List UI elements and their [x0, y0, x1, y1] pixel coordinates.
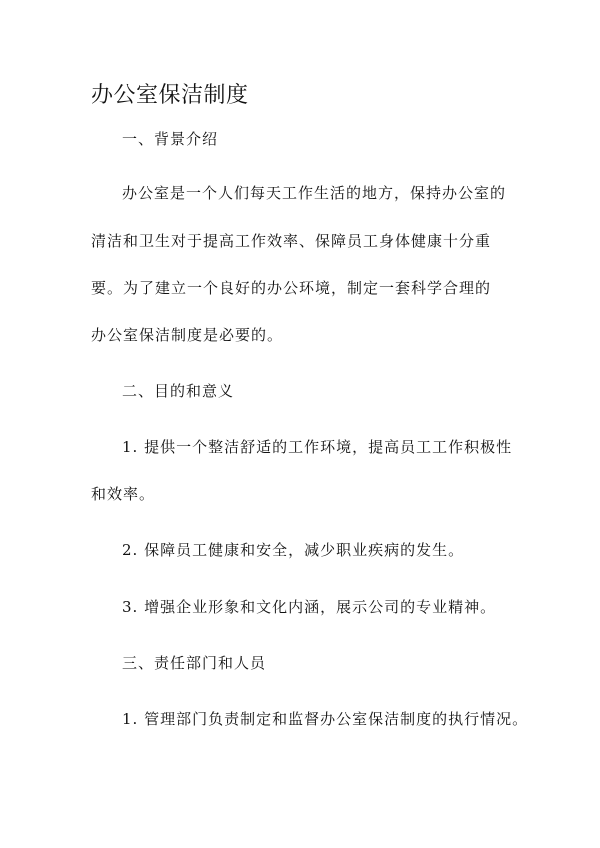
list-item-line: 和效率。 [91, 485, 156, 503]
list-item-line: 1. 提供一个整洁舒适的工作环境，提高员工工作积极性 [122, 438, 513, 456]
paragraph-line: 办公室是一个人们每天工作生活的地方，保持办公室的 [122, 184, 507, 202]
section-heading-purpose: 二、目的和意义 [122, 382, 235, 400]
paragraph-line: 要。为了建立一个良好的办公环境，制定一套科学合理的 [91, 279, 492, 297]
document-title: 办公室保洁制度 [91, 83, 249, 108]
section-heading-background: 一、背景介绍 [122, 130, 219, 148]
paragraph-line: 办公室保洁制度是必要的。 [91, 326, 284, 344]
section-heading-responsibility: 三、责任部门和人员 [122, 654, 267, 672]
list-item: 1. 管理部门负责制定和监督办公室保洁制度的执行情况。 [122, 710, 529, 728]
list-item: 2. 保障员工健康和安全，减少职业疾病的发生。 [122, 541, 465, 559]
paragraph-line: 清洁和卫生对于提高工作效率、保障员工身体健康十分重 [91, 232, 492, 250]
list-item: 3. 增强企业形象和文化内涵，展示公司的专业精神。 [122, 598, 497, 616]
